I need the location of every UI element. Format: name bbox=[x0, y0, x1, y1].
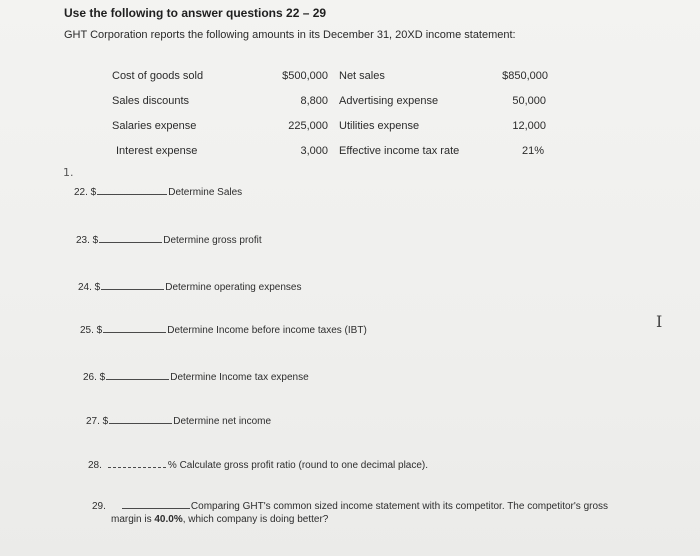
question-text: Comparing GHT's common sized income statement with its competitor. The competitor's gross bbox=[190, 501, 609, 512]
question-number: 22. $ bbox=[74, 187, 97, 198]
tax-rate-value: 21% bbox=[521, 145, 544, 157]
question-28 bbox=[88, 457, 428, 471]
cogs-label: Cost of goods sold bbox=[112, 70, 204, 82]
intro-text: GHT Corporation reports the following amounts in its December 31, 20XD income statement: bbox=[64, 29, 516, 41]
advertising-expense-label: Advertising expense bbox=[339, 95, 439, 107]
net-sales-label: Net sales bbox=[339, 70, 385, 82]
continuation-text: margin is bbox=[111, 514, 155, 525]
question-number: 23. $ bbox=[76, 235, 99, 246]
salaries-expense-value: 225,000 bbox=[288, 120, 328, 132]
instructions-heading: Use the following to answer questions 22 – 29 bbox=[64, 6, 327, 20]
interest-expense-value: 3,000 bbox=[300, 145, 328, 157]
question-number: 28. bbox=[88, 460, 102, 471]
answer-blank-26[interactable] bbox=[106, 369, 169, 380]
question-text: Determine Income before income taxes (IBT) bbox=[167, 325, 367, 336]
question-text: Determine gross profit bbox=[163, 235, 262, 246]
interest-expense-label: Interest expense bbox=[116, 145, 198, 157]
net-sales-value: $850,000 bbox=[502, 70, 548, 82]
answer-blank-25[interactable] bbox=[103, 322, 166, 333]
cogs-value: $500,000 bbox=[282, 70, 328, 82]
question-25 bbox=[80, 322, 367, 336]
question-number: 26. $ bbox=[83, 372, 106, 383]
answer-blank-24[interactable] bbox=[101, 279, 164, 290]
question-23 bbox=[76, 232, 262, 246]
utilities-expense-label: Utilities expense bbox=[339, 120, 420, 132]
advertising-expense-value: 50,000 bbox=[512, 95, 546, 107]
question-27 bbox=[86, 413, 271, 427]
question-26 bbox=[83, 369, 309, 383]
salaries-expense-label: Salaries expense bbox=[112, 120, 197, 132]
utilities-expense-value: 12,000 bbox=[512, 120, 546, 132]
answer-blank-27[interactable] bbox=[109, 413, 172, 424]
question-number: 29. bbox=[92, 501, 106, 512]
sales-discounts-label: Sales discounts bbox=[112, 95, 190, 107]
question-text: Determine operating expenses bbox=[165, 282, 302, 293]
question-number: 25. $ bbox=[80, 325, 103, 336]
question-29-continuation bbox=[111, 514, 328, 525]
answer-blank-29[interactable] bbox=[122, 498, 190, 509]
question-24 bbox=[78, 279, 301, 293]
question-text: Determine Income tax expense bbox=[170, 372, 309, 383]
continuation-text-end: , which company is doing better? bbox=[182, 514, 329, 525]
question-number: 24. $ bbox=[78, 282, 101, 293]
question-text: % Calculate gross profit ratio (round to one decimal place). bbox=[167, 460, 429, 471]
handwritten-mark: 1. bbox=[63, 166, 74, 179]
answer-blank-28[interactable] bbox=[108, 457, 166, 468]
tax-rate-label: Effective income tax rate bbox=[339, 145, 460, 157]
text-cursor-icon: I bbox=[656, 312, 663, 331]
question-29 bbox=[92, 498, 608, 512]
answer-blank-22[interactable] bbox=[97, 184, 167, 195]
question-text: Determine Sales bbox=[168, 187, 243, 198]
question-text: Determine net income bbox=[173, 416, 272, 427]
competitor-margin: 40.0% bbox=[154, 514, 183, 525]
question-22 bbox=[74, 184, 242, 198]
answer-blank-23[interactable] bbox=[99, 232, 162, 243]
sales-discounts-value: 8,800 bbox=[300, 95, 328, 107]
question-number: 27. $ bbox=[86, 416, 109, 427]
